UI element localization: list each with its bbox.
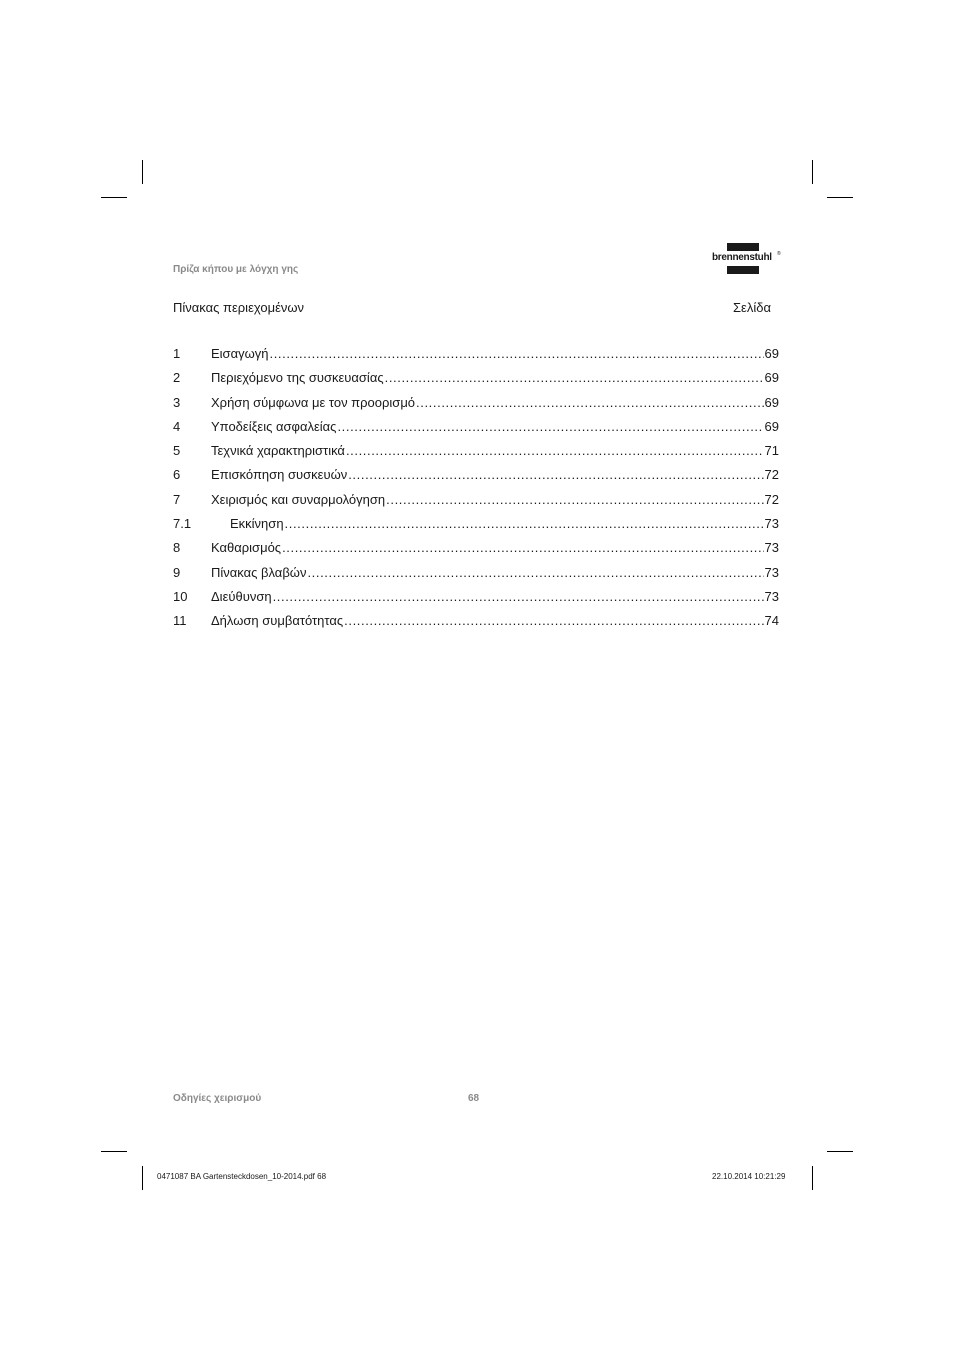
toc-entry[interactable] — [173, 370, 779, 394]
toc-dot-leader — [269, 346, 763, 362]
crop-mark-top-left-vertical — [142, 160, 143, 184]
toc-entry-title: Υποδείξεις ασφαλείας — [211, 418, 337, 434]
toc-entry-title: Εισαγωγή — [211, 346, 269, 361]
toc-entry-body — [211, 346, 779, 362]
toc-entry[interactable] — [173, 589, 779, 613]
toc-entry-body — [211, 540, 779, 556]
toc-entry[interactable] — [173, 565, 779, 589]
toc-dot-leader — [385, 370, 764, 386]
toc-list — [173, 346, 779, 638]
toc-dot-leader — [416, 395, 763, 411]
toc-entry[interactable] — [173, 419, 779, 443]
crop-mark-bottom-right-horizontal — [827, 1151, 853, 1152]
toc-entry-number: 7 — [173, 491, 181, 507]
footer-page-number: 68 — [468, 1093, 480, 1104]
toc-entry-number: 3 — [173, 394, 181, 410]
toc-entry-number: 9 — [173, 564, 181, 580]
toc-entry-title: Εκκίνηση — [230, 516, 284, 532]
print-slug-filename: 0471087 BA Gartensteckdosen_10-2014.pdf 68 — [157, 1172, 327, 1181]
toc-entry-title: Καθαρισμός — [211, 540, 282, 556]
crop-mark-bottom-right-vertical — [812, 1166, 813, 1190]
toc-entry[interactable] — [173, 395, 779, 419]
toc-entry-number: 5 — [173, 443, 181, 459]
toc-entry[interactable] — [173, 540, 779, 564]
print-slug-timestamp: 22.10.2014 10:21:29 — [712, 1172, 786, 1181]
toc-entry-body — [211, 419, 779, 435]
running-header-title: Πρίζα κήπου με λόγχη γης — [173, 264, 299, 275]
crop-mark-bottom-left-vertical — [142, 1166, 143, 1190]
toc-dot-leader — [337, 419, 763, 435]
crop-mark-top-right-vertical — [812, 160, 813, 184]
toc-dot-leader — [386, 492, 763, 508]
toc-dot-leader — [346, 443, 764, 459]
toc-entry[interactable] — [173, 613, 779, 637]
toc-entry-page: 69 — [764, 394, 779, 410]
toc-dot-leader — [348, 467, 763, 483]
toc-entry-title: Χρήση σύμφωνα με τον προορισμό — [211, 394, 416, 410]
toc-entry-number: 6 — [173, 467, 181, 483]
toc-entry-page: 72 — [764, 467, 779, 483]
toc-entry-title: Πίνακας βλαβών — [211, 564, 307, 580]
toc-entry-title: Περιεχόμενο της συσκευασίας — [211, 370, 384, 386]
toc-entry-number: 11 — [173, 613, 187, 629]
toc-entry-body — [211, 589, 779, 605]
toc-entry-page: 74 — [764, 613, 779, 629]
toc-entry-page: 69 — [764, 346, 779, 361]
toc-entry-body — [230, 516, 779, 532]
crop-mark-top-right-horizontal — [827, 197, 853, 198]
toc-entry[interactable] — [173, 467, 779, 491]
toc-entry-page: 71 — [764, 443, 779, 459]
toc-dot-leader — [282, 540, 763, 556]
toc-subentry[interactable] — [173, 516, 779, 540]
toc-dot-leader — [307, 565, 763, 581]
toc-entry[interactable] — [173, 443, 779, 467]
toc-entry-page: 72 — [764, 491, 779, 507]
toc-entry-page: 73 — [764, 564, 779, 580]
crop-mark-bottom-left-horizontal — [101, 1151, 127, 1152]
toc-entry-number: 10 — [173, 588, 188, 604]
footer-label: Οδηγίες χειρισμού — [173, 1093, 262, 1104]
toc-dot-leader — [273, 589, 764, 605]
toc-entry-title: Τεχνικά χαρακτηριστικά — [211, 443, 345, 459]
brennenstuhl-logo — [709, 243, 783, 275]
toc-entry-page: 73 — [764, 540, 779, 556]
logo-bar-top — [727, 243, 759, 251]
toc-entry-body — [211, 395, 779, 411]
toc-entry-title: Δήλωση συμβατότητας — [211, 613, 344, 629]
toc-entry-body — [211, 492, 779, 508]
logo-bar-bottom — [727, 266, 759, 274]
toc-entry-number: 7.1 — [173, 516, 192, 532]
toc-entry[interactable] — [173, 346, 779, 370]
toc-entry-title: Επισκόπηση συσκευών — [211, 467, 348, 483]
toc-entry-body — [211, 370, 779, 386]
toc-dot-leader — [344, 613, 763, 629]
toc-entry-body — [211, 443, 779, 459]
toc-entry-page: 73 — [764, 516, 779, 532]
toc-entry-page: 69 — [764, 370, 779, 386]
toc-entry-body — [211, 565, 779, 581]
logo-registered-mark: ® — [777, 251, 781, 257]
toc-entry-number: 1 — [173, 346, 181, 361]
toc-entry-number: 4 — [173, 418, 181, 434]
toc-entry-number: 2 — [173, 370, 181, 386]
toc-entry-body — [211, 467, 779, 483]
toc-entry-page: 69 — [764, 418, 779, 434]
logo-wordmark: brennenstuhl — [712, 252, 772, 263]
toc-heading: Πίνακας περιεχομένων — [173, 300, 305, 315]
toc-entry-page: 73 — [764, 588, 779, 604]
toc-page-column-label: Σελίδα — [733, 300, 771, 315]
toc-entry-title: Χειρισμός και συναρμολόγηση — [211, 491, 386, 507]
toc-dot-leader — [285, 516, 764, 532]
toc-entry-title: Διεύθυνση — [211, 588, 272, 604]
crop-mark-top-left-horizontal — [101, 197, 127, 198]
toc-entry-number: 8 — [173, 540, 181, 556]
toc-entry-body — [211, 613, 779, 629]
toc-entry[interactable] — [173, 492, 779, 516]
